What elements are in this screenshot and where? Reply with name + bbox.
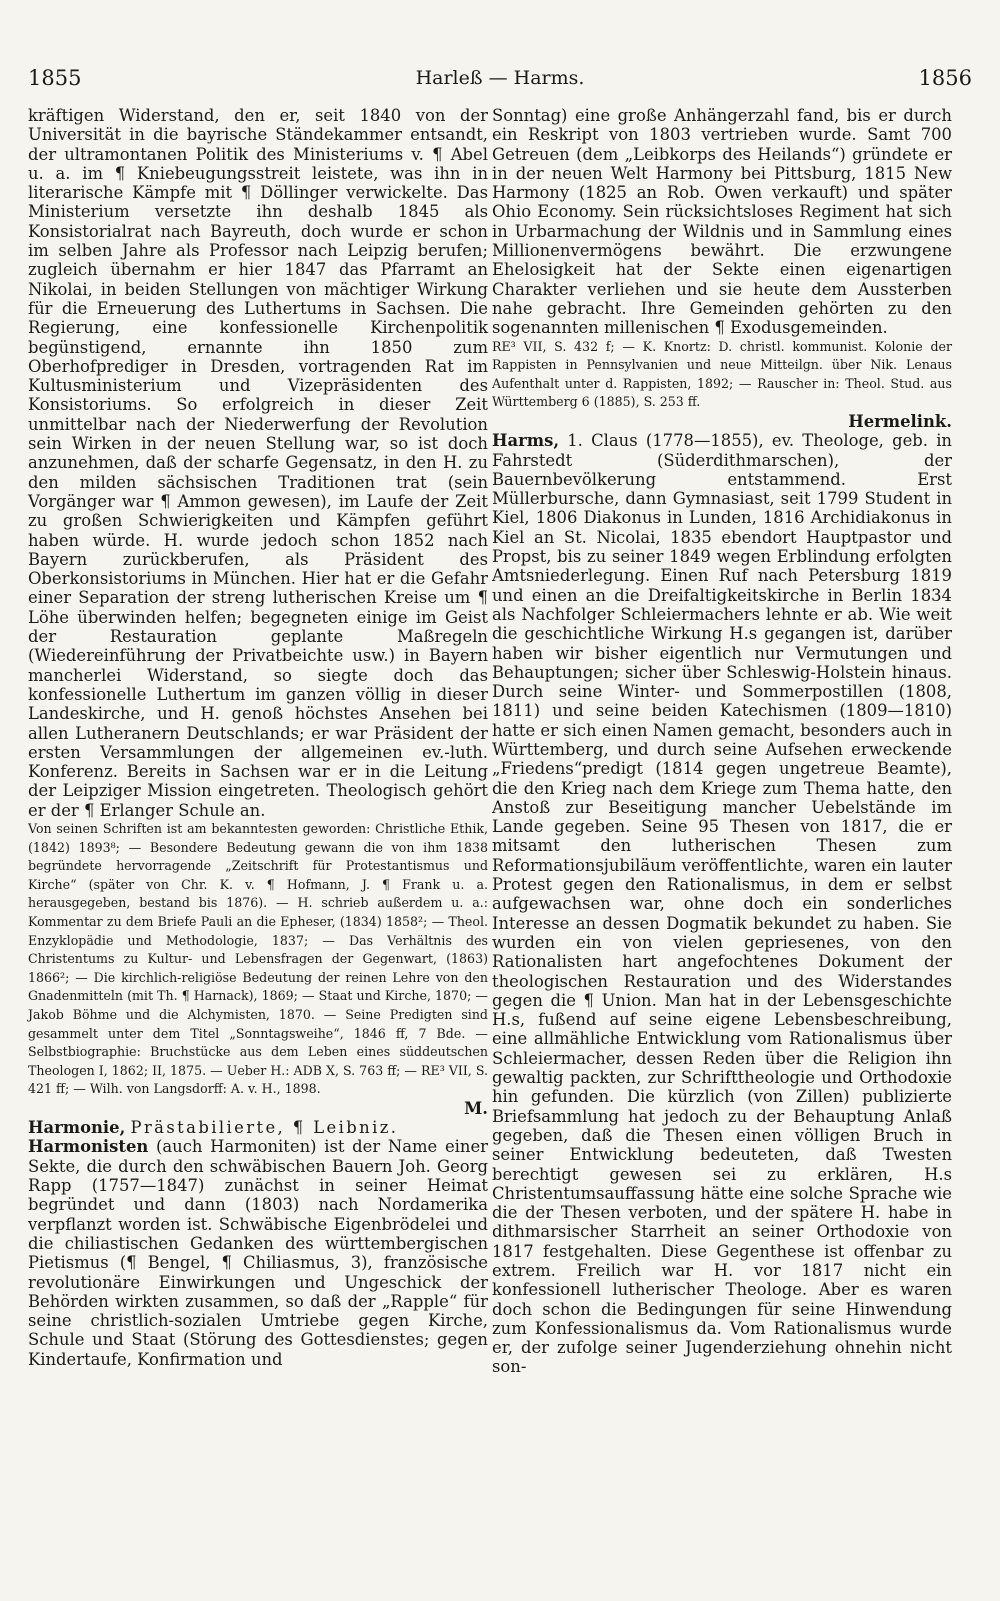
entry-harms-head: Harms, <box>492 431 560 451</box>
harless-body-text: kräftigen Widerstand, den er, seit 1840 von der Universität in die bayrische Ständekammer entsandt, der ultramontanen Politik des Ministeriums v. ¶ Abel u. a. im ¶ Kniebeugungsstreit leistete, was ihn in literarische Kämpfe mit ¶ Döllinger verwickelte. Das Ministerium versetzte ihn deshalb 1845 als Konsistorialrat nach Bayreuth, doch wurde er schon im selben Jahre als Professor nach Leipzig berufen; zugleich übernahm er hier 1847 das Pfarramt an Nikolai, in beiden Stellungen von mächtiger Wirkung für die Erneuerung des Luthertums in Sachsen. Die Regierung, eine konfessionelle Kirchenpolitik begünstigend, ernannte ihn 1850 zum Oberhofprediger in Dresden, vortragenden Rat im Kultusministerium und Vizepräsidenten des Konsistoriums. So erfolgreich in dieser Zeit unmittelbar nach der Niederwerfung der Revolution sein Wirken in der neuen Stellung war, so ist doch anzunehmen, daß der scharfe Gegensatz, in den H. zu den milden sächsischen Traditionen trat (sein Vorgänger war ¶ Ammon gewesen), im Laufe der Zeit zu großen Schwierigkeiten und Kämpfen geführt haben würde. H. wurde jedoch schon 1852 nach Bayern zurückberufen, als Präsident des Oberkonsistoriums in München. Hier hat er die Gefahr einer Separation der streng lutherischen Kreise um ¶ Löhe überwinden helfen; begegneten einige im Geist der Restauration geplante Maßregeln (Wiedereinführung der Privatbeichte usw.) in Bayern mancherlei Widerstand, so siegte doch das konfessionelle Luthertum im ganzen völlig in dieser Landeskirche, und H. genoß höchstes Ansehen bei allen Lutheranern Deutschlands; er war Präsident der ersten Versammlungen der allgemeinen ev.-luth. Konferenz. Bereits in Sachsen war er in die Leitung der Leipziger Mission eingetreten. Theologisch gehört er der ¶ Erlanger Schule an. <box>28 106 488 820</box>
author-signature-m: M. <box>464 1098 488 1118</box>
page-number-left: 1855 <box>28 66 82 90</box>
page-header <box>28 60 972 96</box>
author-signature-hermelink: Hermelink. <box>848 411 952 431</box>
entry-harmonie-head: Harmonie, <box>28 1118 126 1138</box>
entry-harmonisten-head: Harmonisten <box>28 1137 149 1157</box>
entry-harmonisten-text: (auch Harmoniten) ist der Name einer Sekte, die durch den schwäbischen Bauern Joh. Georg Rapp (1757—1847) zunächst in seiner Heimat begründet und dann (1803) nach Nordamerika verpflanzt worden ist. Schwäbische Eigenbrödelei und die chiliastischen Gedanken des württembergischen Pietismus (¶ Bengel, ¶ Chiliasmus, 3), französische revolutionäre Einwirkungen und Ungeschick der Behörden wirkten zusammen, so daß der „Rapple“ für seine christlich-sozialen Umtriebe gegen Kirche, Schule und Staat (Störung des Gottesdienstes; gegen Kindertaufe, Konfirmation und <box>28 1137 488 1369</box>
page-number-right: 1856 <box>918 66 972 90</box>
harmonisten-references: RE³ VII, S. 432 f; — K. Knortz: D. christl. kommunist. Kolonie der Rappisten in Pennsylvanien und neue Mitteilgn. über Nik. Lenaus Aufenthalt unter d. Rappisten, 1892; — Rauscher in: Theol. Stud. aus Württemberg 6 (1885), S. 253 ff. <box>492 338 952 410</box>
harmonisten-continued-text: Sonntag) eine große Anhängerzahl fand, bis er durch ein Reskript von 1803 vertrieben wurde. Samt 700 Getreuen (dem „Leibkorps des Heilands“) gründete er in der neuen Welt Harmony bei Pittsburg, 1815 New Harmony (1825 an Rob. Owen verkauft) und später Ohio Economy. Sein rücksichtsloses Regiment hat sich in Urbarmachung der Wildnis und in Sammlung eines Millionenvermögens bewährt. Die erzwungene Ehelosigkeit hat der Sekte einen eigenartigen Charakter verliehen und sie heute dem Aussterben nahe gebracht. Ihre Gemeinden gehörten zu den sogenannten millenischen ¶ Exodusgemeinden. <box>492 106 952 338</box>
right-column <box>492 106 952 1377</box>
harless-bibliography: Von seinen Schriften ist am bekanntesten geworden: Christliche Ethik, (1842) 1893⁸; — Besondere Bedeutung gewann die von ihm 1838 begründete hervorragende „Zeitschrift für Protestantismus und Kirche“ (später von Chr. K. v. ¶ Hofmann, J. ¶ Frank u. a. herausgegeben, bestand bis 1876). — H. schrieb außerdem u. a.: Kommentar zu dem Briefe Pauli an die Epheser, (1834) 1858²; — Theol. Enzyklopädie und Methodologie, 1837; — Das Verhältnis des Christentums zu Kultur- und Lebensfragen der Gegenwart, (1863) 1866²; — Die kirchlich-religiöse Bedeutung der reinen Lehre von den Gnadenmitteln (mit Th. ¶ Harnack), 1869; — Staat und Kirche, 1870; — Jakob Böhme und die Alchymisten, 1870. — Seine Predigten sind gesammelt unter dem Titel „Sonntagsweihe“, 1846 ff, 7 Bde. — Selbstbiographie: Bruchstücke aus dem Leben eines süddeutschen Theologen I, 1862; II, 1875. — Ueber H.: ADB X, S. 763 ff; — RE³ VII, S. 421 ff; — Wilh. von Langsdorff: A. v. H., 1898. <box>28 820 488 1097</box>
entry-harmonie <box>28 1118 488 1137</box>
entry-harmonie-reference: Prästabilierte, ¶ Leibniz. <box>130 1118 399 1138</box>
entry-harmonisten <box>28 1137 488 1369</box>
entry-harms-text: 1. Claus (1778—1855), ev. Theologe, geb. in Fahrstedt (Süderdithmarschen), der Bauernbevölkerung entstammend. Erst Müllerbursche, dann Gymnasiast, seit 1799 Student in Kiel, 1806 Diakonus in Lunden, 1816 Archidiakonus in Kiel an St. Nicolai, 1835 ebendort Hauptpastor und Propst, bis zu seiner 1849 wegen Erblindung erfolgten Amtsniederlegung. Einen Ruf nach Petersburg 1819 und einen an die Dreifaltigkeitskirche in Berlin 1834 als Nachfolger Schleiermachers lehnte er ab. Wie weit die geschichtliche Wirkung H.s gegangen ist, darüber haben wir bisher eigentlich nur Vermutungen und Behauptungen; sicher über Schleswig-Holstein hinaus. Durch seine Winter- und Sommerpostillen (1808, 1811) und seine beiden Katechismen (1809—1810) hatte er sich einen Namen gemacht, besonders auch in Württemberg, und durch seine Aufsehen erweckende „Friedens“predigt (1814 gegen ungetreue Beamte), die den Krieg nach dem Kriege zum Thema hatte, den Anstoß zur Beseitigung mancher Uebelstände im Lande gegeben. Seine 95 Thesen von 1817, die er mitsamt den lutherischen Thesen zum Reformationsjubiläum veröffentlichte, waren ein lauter Protest gegen den Rationalismus, in dem er selbst aufgewachsen war, ohne doch ein sonderliches Interesse an dessen Dogmatik bekundet zu haben. Sie wurden ein von vielen gepriesenes, von den Rationalisten hart angefochtenes Dokument der theologischen Restauration und des Widerstandes gegen die ¶ Union. Man hat in der Lebensgeschichte H.s, fußend auf seine eigene Lebensbeschreibung, eine allmähliche Entwicklung vom Rationalismus über Schleiermacher, dessen Reden über die Religion ihn gewaltig packten, zur Schrifttheologie und Orthodoxie hin gefunden. Die kürzlich (von Zillen) publizierte Briefsammlung hat jedoch zu der Behauptung Anlaß gegeben, daß die Thesen einen völligen Bruch in seiner Entwicklung bedeuteten, daß Twesten berechtigt gewesen sei zu erklären, H.s Christentumsauffassung hätte eine solche Sprache wie die der Thesen verboten, und der spätere H. habe in dithmarsischer Starrheit an seiner Orthodoxie von 1817 festgehalten. Diese Gegenthese ist offenbar zu extrem. Freilich war H. vor 1817 nicht ein konfessionell lutherischer Theologe. Aber es waren doch schon die Bedingungen für seine Hinwendung zum Konfessionalismus da. Vom Rationalismus wurde er, der zufolge seiner Jugenderziehung ohnehin nicht son- <box>492 431 952 1377</box>
left-column <box>28 106 488 1369</box>
entry-harms <box>492 431 952 1377</box>
running-title: Harleß — Harms. <box>415 67 585 89</box>
